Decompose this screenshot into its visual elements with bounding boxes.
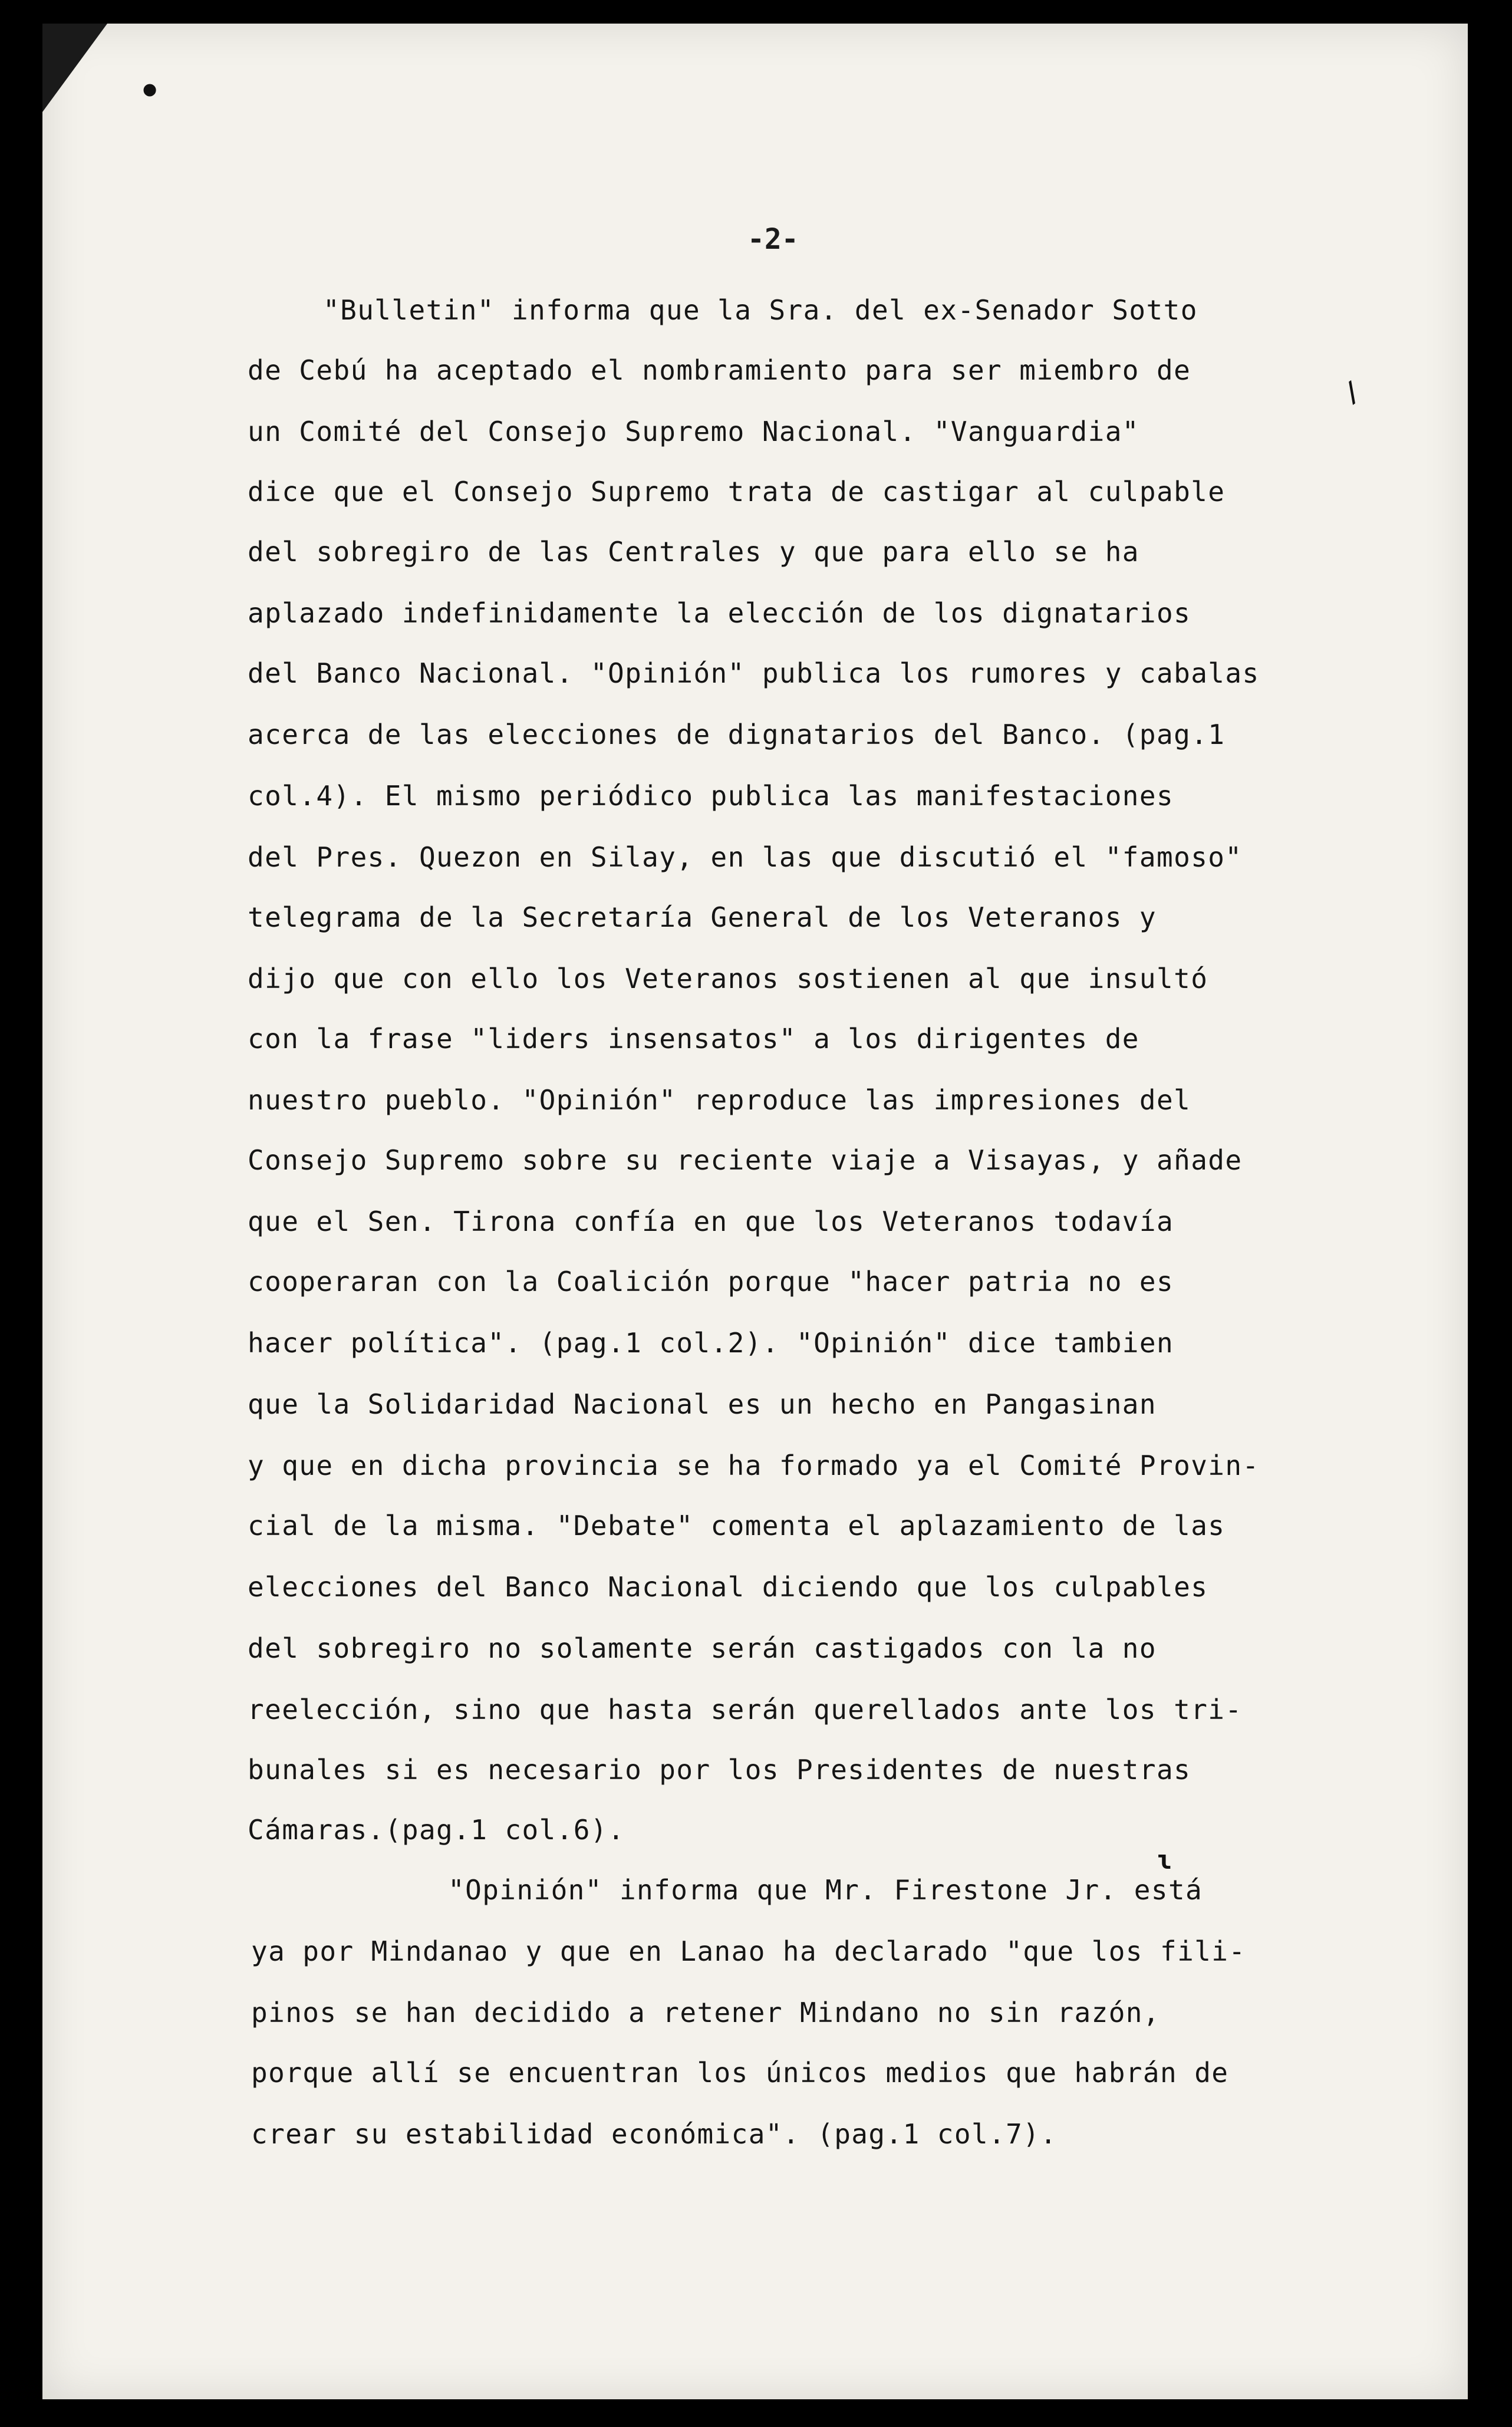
text-line: un Comité del Consejo Supremo Nacional. "Vanguardia" [248, 416, 1139, 447]
pen-tick-mark: ɩ [1157, 1845, 1172, 1875]
text-line: del sobregiro no solamente serán castigados con la no [248, 1632, 1157, 1664]
text-line: que la Solidaridad Nacional es un hecho en Pangasinan [248, 1388, 1157, 1420]
text-line: porque allí se encuentran los únicos medios que habrán de [251, 2057, 1229, 2089]
text-line: y que en dicha provincia se ha formado ya el Comité Provin- [248, 1450, 1260, 1481]
page-number: -2- [747, 223, 799, 256]
text-line: aplazado indefinidamente la elección de los dignatarios [248, 597, 1191, 629]
text-line: telegrama de la Secretaría General de los Veteranos y [248, 901, 1157, 933]
punch-hole-mark: • [139, 71, 161, 112]
pen-stroke-mark: / [1336, 376, 1367, 409]
text-line: bunales si es necesario por los Presidentes de nuestras [248, 1754, 1191, 1786]
text-line: crear su estabilidad económica". (pag.1 col.7). [251, 2118, 1058, 2150]
text-line: col.4). El mismo periódico publica las manifestaciones [248, 780, 1174, 812]
text-line: con la frase "liders insensatos" a los dirigentes de [248, 1023, 1139, 1055]
text-line: cial de la misma. "Debate" comenta el aplazamiento de las [248, 1510, 1226, 1542]
text-line: dijo que con ello los Veteranos sostienen al que insultó [248, 963, 1208, 994]
text-line: "Opinión" informa que Mr. Firestone Jr. está [448, 1874, 1203, 1906]
text-line: ya por Mindanao y que en Lanao ha declarado "que los fili- [251, 1935, 1246, 1967]
text-line: del Banco Nacional. "Opinión" publica los rumores y cabalas [248, 657, 1260, 689]
text-line: que el Sen. Tirona confía en que los Veteranos todavía [248, 1206, 1174, 1237]
text-line: Consejo Supremo sobre su reciente viaje a Visayas, y añade [248, 1144, 1243, 1176]
text-line: nuestro pueblo. "Opinión" reproduce las impresiones del [248, 1084, 1191, 1116]
text-line: dice que el Consejo Supremo trata de castigar al culpable [248, 476, 1226, 508]
text-line: del sobregiro de las Centrales y que para ello se ha [248, 536, 1139, 568]
text-line: cooperaran con la Coalición porque "hacer patria no es [248, 1266, 1174, 1298]
text-line: reelección, sino que hasta serán querellados ante los tri- [248, 1694, 1243, 1725]
text-line: del Pres. Quezon en Silay, en las que discutió el "famoso" [248, 841, 1243, 873]
text-line: Cámaras.(pag.1 col.6). [248, 1814, 625, 1846]
text-line: elecciones del Banco Nacional diciendo que los culpables [248, 1571, 1208, 1603]
text-line: hacer política". (pag.1 col.2). "Opinión" dice tambien [248, 1327, 1174, 1359]
text-line: "Bulletin" informa que la Sra. del ex-Senador Sotto [323, 294, 1198, 326]
text-line: acerca de las elecciones de dignatarios del Banco. (pag.1 [248, 719, 1226, 750]
folded-corner [42, 24, 107, 112]
text-line: pinos se han decidido a retener Mindano no sin razón, [251, 1997, 1160, 2028]
text-line: de Cebú ha aceptado el nombramiento para ser miembro de [248, 354, 1191, 386]
